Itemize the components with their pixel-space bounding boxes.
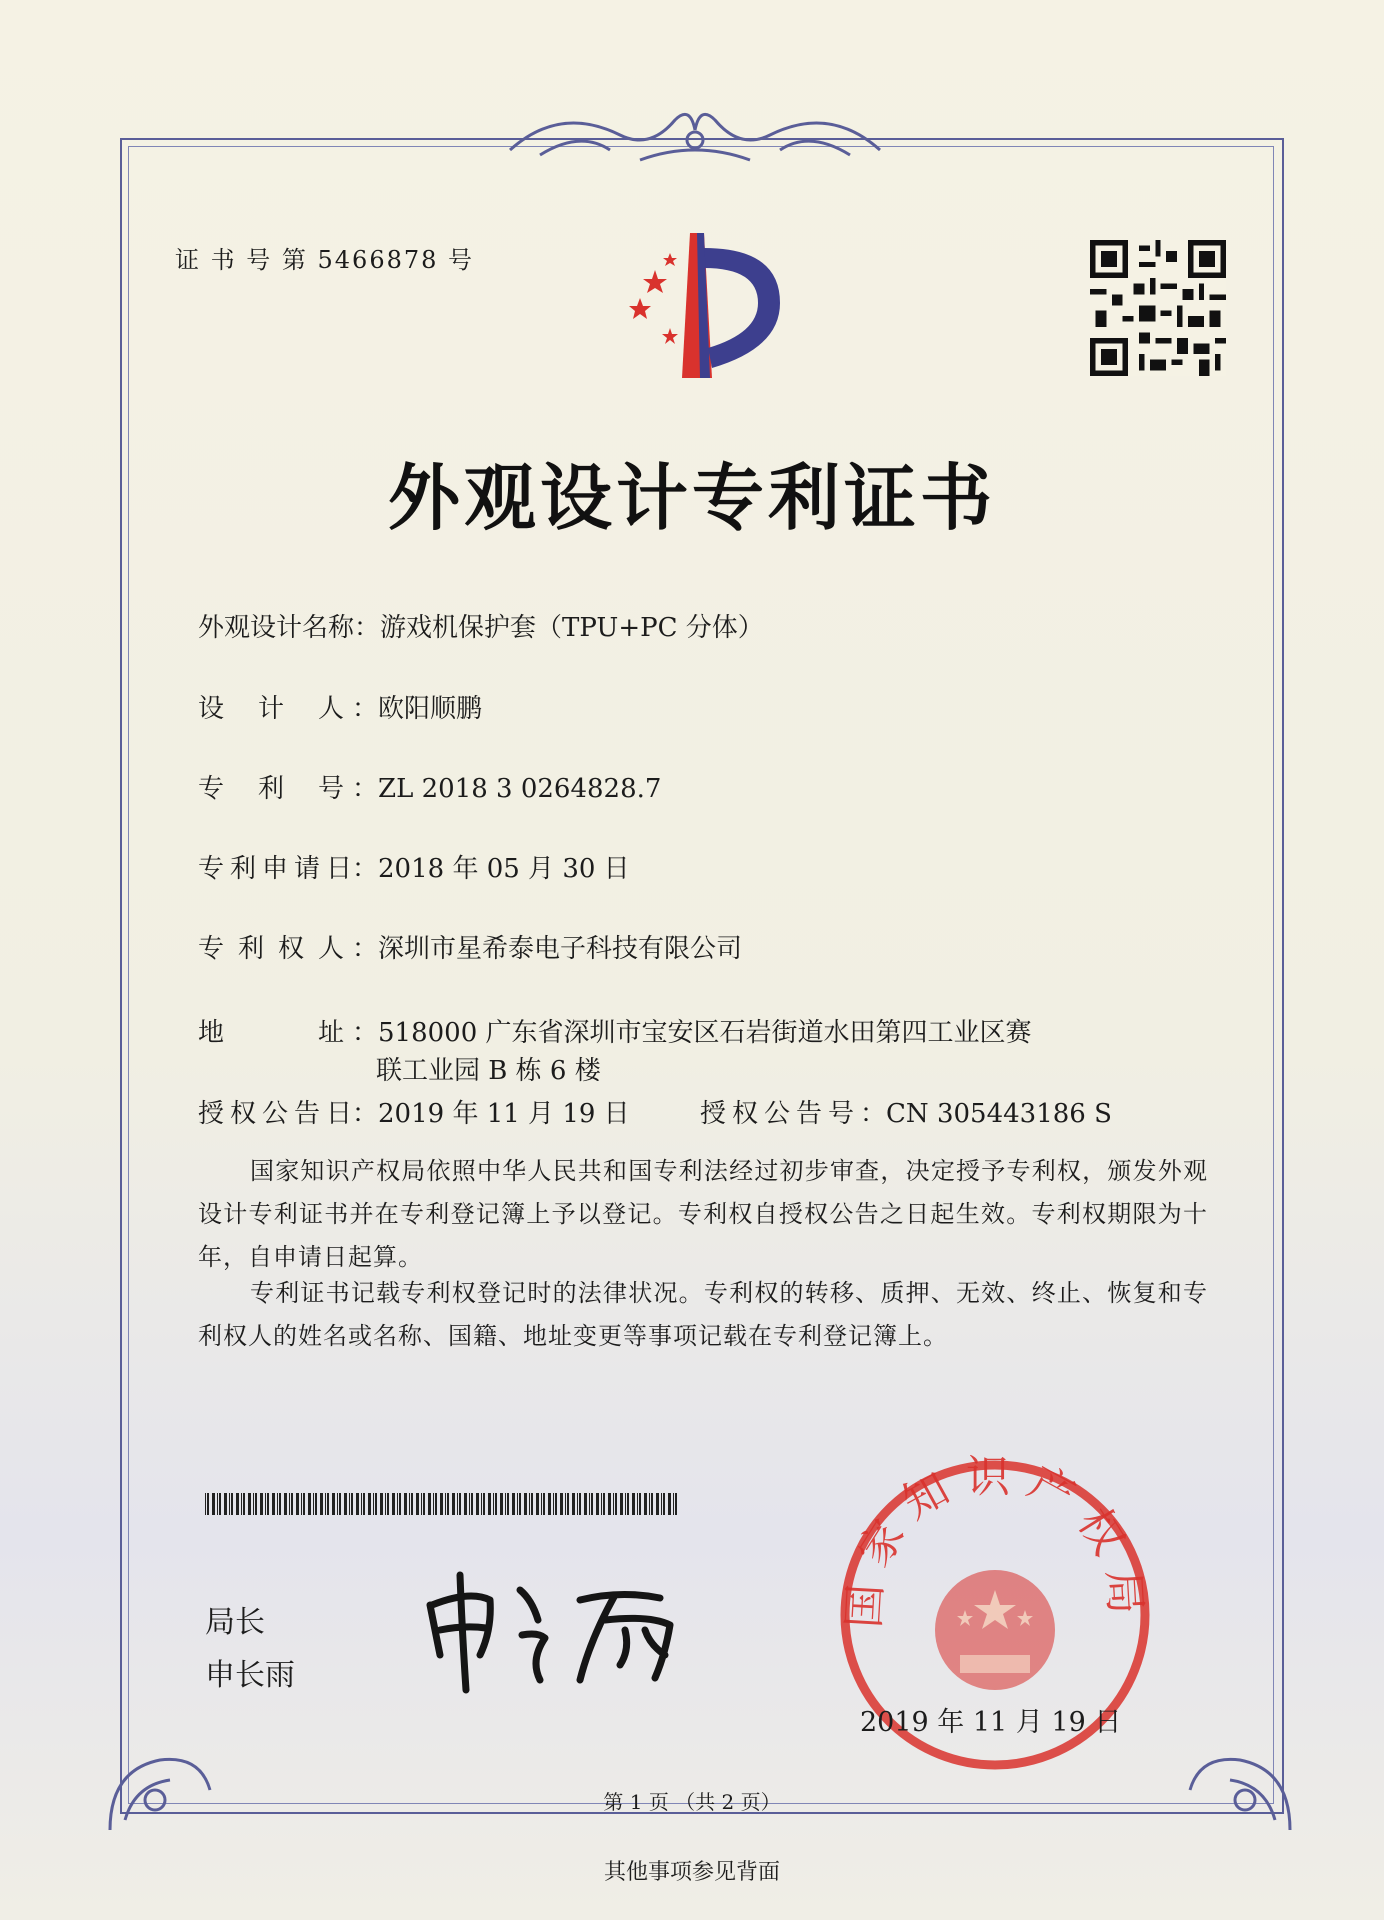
signatory-role: 局长	[205, 1605, 265, 1640]
footer-note: 其他事项参见背面	[603, 1860, 780, 1885]
designer-label: 设 计 人	[198, 694, 344, 724]
seal-date: 2019 年 11 月 19 日	[860, 1707, 1122, 1738]
signatory-name: 申长雨	[205, 1658, 295, 1693]
designer-row: 设 计 人 ：欧阳顺鹏	[198, 688, 482, 725]
address-line-1: 518000 广东省深圳市宝安区石岩街道水田第四工业区赛	[378, 1018, 1032, 1048]
grant-number-value: CN 305443186 S	[886, 1099, 1112, 1129]
grant-number-label: 授权公告号	[700, 1099, 861, 1129]
paragraph-2: 专利证书记载专利权登记时的法律状况。专利权的转移、质押、无效、终止、恢复和专利权人的姓名或名称、国籍、地址变更等事项记载在专利登记簿上。	[198, 1279, 1208, 1350]
page-title: 外观设计专利证书	[387, 455, 996, 540]
page-number: 第 1 页 （共 2 页）	[603, 1790, 781, 1814]
patentee-row: 专 利 权 人 ：深圳市星希泰电子科技有限公司	[198, 928, 742, 965]
patentee-label: 专 利 权 人	[198, 934, 344, 964]
grant-date-label: 授权公告日	[198, 1099, 359, 1129]
design-name-row: 外观设计名称：游戏机保护套（TPU+PC 分体）	[198, 613, 764, 643]
seal-text: 国家知识产权局	[838, 1451, 1152, 1630]
filing-date-value: 2018 年 05 月 30 日	[378, 854, 630, 884]
design-name-label: 外观设计名称	[198, 613, 355, 643]
address-line-2: 联工业园 B 栋 6 楼	[376, 1056, 601, 1086]
signature-icon	[420, 1560, 720, 1700]
filing-date-label: 专利申请日	[198, 854, 359, 884]
patentee-value: 深圳市星希泰电子科技有限公司	[378, 934, 743, 964]
address-label: 地 址	[198, 1018, 344, 1048]
design-name-value: 游戏机保护套（TPU+PC 分体）	[380, 613, 764, 643]
barcode-icon	[205, 1493, 680, 1515]
filing-date-row: 专利申请日：2018 年 05 月 30 日	[198, 848, 630, 885]
paragraph-1: 国家知识产权局依照中华人民共和国专利法经过初步审查，决定授予专利权，颁发外观设计专利证书并在专利登记簿上予以登记。专利权自授权公告之日起生效。专利权期限为十年，自申请日起算。	[198, 1157, 1208, 1271]
grant-date-value: 2019 年 11 月 19 日	[378, 1099, 630, 1129]
patent-number-value: ZL 2018 3 0264828.7	[378, 774, 662, 804]
patent-number-label: 专 利 号	[198, 774, 344, 804]
grant-number-row: 授权公告号：CN 305443186 S	[700, 1099, 1112, 1129]
patent-number-row: 专 利 号 ：ZL 2018 3 0264828.7	[198, 768, 661, 805]
top-ornament	[500, 100, 890, 170]
certificate-number: 证 书 号 第 5466878 号	[175, 246, 475, 274]
grant-date-row: 授权公告日：2019 年 11 月 19 日	[198, 1093, 630, 1130]
designer-value: 欧阳顺鹏	[378, 694, 483, 724]
patent-office-logo-icon	[600, 228, 820, 388]
qr-code-icon	[1090, 240, 1226, 376]
address-row: 地 址 ：518000 广东省深圳市宝安区石岩街道水田第四工业区赛	[198, 1012, 1032, 1049]
